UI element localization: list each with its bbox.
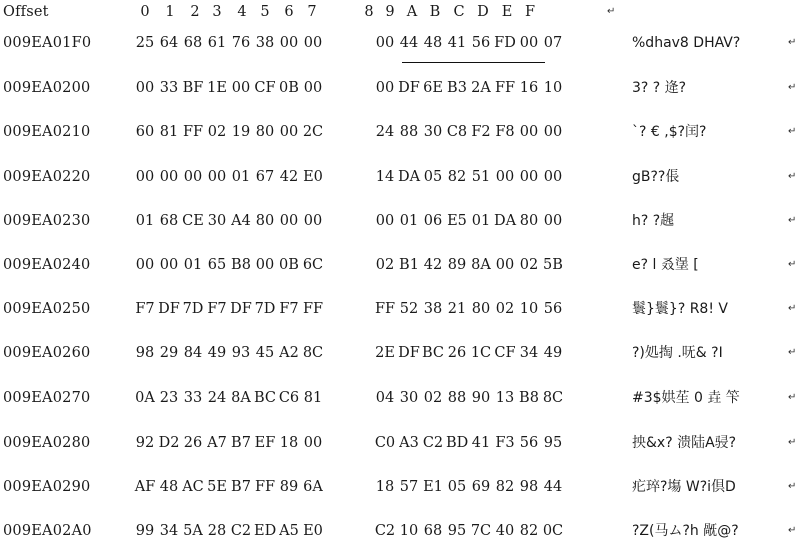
hex-byte[interactable]: 02 [519, 257, 539, 273]
ascii-text: 疕琗?塲 W?i倶D [632, 479, 736, 495]
line-end-mark: ↵ [788, 37, 797, 48]
hex-byte[interactable]: EF [254, 435, 276, 451]
hex-byte[interactable]: 56 [471, 35, 491, 51]
hex-byte[interactable]: 8A [471, 257, 491, 273]
hex-byte[interactable]: 42 [279, 169, 299, 185]
ascii-text: ?Z(马ム?h 旤@? [632, 523, 739, 539]
hex-byte[interactable]: AC [182, 479, 204, 495]
hex-byte[interactable]: 00 [543, 213, 563, 229]
hex-byte[interactable]: 61 [207, 35, 227, 51]
hex-byte[interactable]: 02 [495, 301, 515, 317]
hex-byte[interactable]: F7 [135, 301, 155, 317]
ascii-text: h? ?趘 [632, 213, 675, 229]
column-header-1: 1 [165, 4, 175, 20]
hex-byte[interactable]: 10 [543, 80, 563, 96]
hex-byte[interactable]: D2 [158, 435, 180, 451]
hex-byte[interactable]: 90 [471, 390, 491, 406]
column-header-8: 8 [364, 4, 374, 20]
hex-byte[interactable]: 82 [519, 523, 539, 539]
hex-byte[interactable]: 14 [375, 169, 395, 185]
offset-column-header: Offset [3, 4, 49, 20]
hex-byte[interactable]: 0A [135, 390, 155, 406]
hex-byte[interactable]: 92 [135, 435, 155, 451]
hex-byte[interactable]: 8C [302, 345, 324, 361]
ascii-text: e? l 叒塣 [ [632, 257, 699, 273]
hex-byte[interactable]: 00 [495, 169, 515, 185]
hex-byte[interactable]: 41 [471, 435, 491, 451]
row-offset: 009EA0250 [3, 301, 91, 317]
line-end-mark: ↵ [788, 215, 797, 226]
hex-byte[interactable]: 00 [279, 213, 299, 229]
hex-byte[interactable]: FF [182, 124, 204, 140]
hex-byte[interactable]: 48 [159, 479, 179, 495]
hex-byte[interactable]: 00 [255, 257, 275, 273]
hex-byte[interactable]: 49 [207, 345, 227, 361]
hex-byte[interactable]: 68 [159, 213, 179, 229]
hex-byte[interactable]: 13 [495, 390, 515, 406]
hex-byte[interactable]: 33 [159, 80, 179, 96]
hex-byte[interactable]: 38 [423, 301, 443, 317]
hex-byte[interactable]: 23 [159, 390, 179, 406]
hex-byte[interactable]: 41 [447, 35, 467, 51]
hex-byte[interactable]: E1 [423, 479, 443, 495]
hex-byte[interactable]: 00 [303, 80, 323, 96]
ascii-text: 鬟}鬟}? R8! V [632, 301, 728, 317]
line-end-mark: ↵ [788, 259, 797, 270]
hex-byte[interactable]: 00 [375, 35, 395, 51]
hex-byte[interactable]: 01 [135, 213, 155, 229]
hex-byte[interactable]: 10 [399, 523, 419, 539]
row-offset: 009EA0230 [3, 213, 91, 229]
hex-byte[interactable]: 44 [543, 479, 563, 495]
hex-byte[interactable]: 51 [471, 169, 491, 185]
hex-byte[interactable]: 00 [303, 435, 323, 451]
hex-byte[interactable]: BD [446, 435, 469, 451]
hex-byte[interactable]: 24 [375, 124, 395, 140]
hex-byte[interactable]: 00 [231, 80, 251, 96]
hex-byte[interactable]: BC [422, 345, 445, 361]
hex-byte[interactable]: 34 [519, 345, 539, 361]
hex-byte[interactable]: 34 [159, 523, 179, 539]
hex-byte[interactable]: B1 [399, 257, 419, 273]
hex-byte[interactable]: 38 [255, 35, 275, 51]
hex-byte[interactable]: C8 [446, 124, 468, 140]
hex-byte[interactable]: 57 [399, 479, 419, 495]
row-offset: 009EA0270 [3, 390, 91, 406]
hex-byte[interactable]: B7 [231, 479, 251, 495]
hex-byte[interactable]: A4 [231, 213, 251, 229]
hex-byte[interactable]: 01 [471, 213, 491, 229]
hex-byte[interactable]: 5B [543, 257, 563, 273]
hex-byte[interactable]: 88 [447, 390, 467, 406]
hex-byte[interactable]: 18 [279, 435, 299, 451]
hex-byte[interactable]: C6 [278, 390, 300, 406]
hex-row[interactable] [0, 253, 800, 277]
hex-row[interactable] [0, 475, 800, 499]
line-end-mark: ↵ [607, 6, 616, 17]
hex-byte[interactable]: 18 [375, 479, 395, 495]
column-header-c: C [453, 4, 465, 20]
hex-byte[interactable]: 00 [543, 169, 563, 185]
hex-byte[interactable]: 02 [207, 124, 227, 140]
hex-byte[interactable]: 88 [399, 124, 419, 140]
line-end-mark: ↵ [788, 171, 797, 182]
hex-byte[interactable]: 44 [399, 35, 419, 51]
hex-byte[interactable]: 25 [135, 35, 155, 51]
hex-byte[interactable]: 64 [159, 35, 179, 51]
hex-byte[interactable]: 21 [447, 301, 467, 317]
hex-row[interactable] [0, 120, 800, 144]
hex-byte[interactable]: FF [374, 301, 396, 317]
hex-byte[interactable]: DA [398, 169, 421, 185]
line-end-mark: ↵ [788, 525, 797, 536]
hex-byte[interactable]: 8A [231, 390, 251, 406]
hex-row[interactable] [0, 165, 800, 189]
hex-byte[interactable]: 93 [231, 345, 251, 361]
hex-byte[interactable]: 10 [519, 301, 539, 317]
hex-byte[interactable]: 00 [279, 35, 299, 51]
column-header-5: 5 [260, 4, 270, 20]
hex-byte[interactable]: 16 [519, 80, 539, 96]
line-end-mark: ↵ [788, 392, 797, 403]
hex-row[interactable] [0, 386, 800, 410]
hex-byte[interactable]: 95 [543, 435, 563, 451]
column-header-0: 0 [140, 4, 150, 20]
column-header-b: B [429, 4, 441, 20]
hex-byte[interactable]: 42 [423, 257, 443, 273]
hex-byte[interactable]: 48 [423, 35, 443, 51]
hex-byte[interactable]: DF [398, 80, 420, 96]
row-offset: 009EA0280 [3, 435, 91, 451]
hex-byte[interactable]: 0B [279, 257, 299, 273]
hex-byte[interactable]: 33 [183, 390, 203, 406]
hex-row[interactable] [0, 297, 800, 321]
hex-byte[interactable]: B7 [231, 435, 251, 451]
row-offset: 009EA0260 [3, 345, 91, 361]
hex-byte[interactable]: 05 [423, 169, 443, 185]
hex-byte[interactable]: 7C [470, 523, 492, 539]
ascii-text: #3$娂苼 0 垚 笇 [632, 390, 740, 406]
column-header-9: 9 [385, 4, 395, 20]
hex-byte[interactable]: DA [494, 213, 517, 229]
hex-byte[interactable]: 00 [519, 35, 539, 51]
hex-byte[interactable]: 30 [207, 213, 227, 229]
line-end-mark: ↵ [788, 481, 797, 492]
hex-byte[interactable]: 00 [159, 169, 179, 185]
hex-byte[interactable]: A2 [279, 345, 299, 361]
hex-byte[interactable]: 0B [279, 80, 299, 96]
hex-byte[interactable]: 52 [399, 301, 419, 317]
hex-byte[interactable]: 00 [303, 35, 323, 51]
hex-byte[interactable]: 00 [159, 257, 179, 273]
hex-byte[interactable]: 28 [207, 523, 227, 539]
hex-byte[interactable]: 01 [183, 257, 203, 273]
hex-byte[interactable]: CE [182, 213, 204, 229]
hex-byte[interactable]: 1E [207, 80, 227, 96]
hex-byte[interactable]: BC [254, 390, 277, 406]
hex-byte[interactable]: 00 [375, 80, 395, 96]
column-header-2: 2 [190, 4, 200, 20]
hex-byte[interactable]: 29 [159, 345, 179, 361]
hex-byte[interactable]: 07 [543, 35, 563, 51]
hex-byte[interactable]: 1C [470, 345, 492, 361]
hex-byte[interactable]: 7D [254, 301, 276, 317]
hex-byte[interactable]: 80 [255, 124, 275, 140]
hex-row[interactable] [0, 341, 800, 365]
hex-byte[interactable]: 2C [302, 124, 324, 140]
hex-byte[interactable]: B8 [231, 257, 251, 273]
hex-byte[interactable]: C0 [374, 435, 396, 451]
hex-byte[interactable]: 95 [447, 523, 467, 539]
row-offset: 009EA0290 [3, 479, 91, 495]
hex-byte[interactable]: 24 [207, 390, 227, 406]
hex-byte[interactable]: BF [182, 80, 204, 96]
row-offset: 009EA01F0 [3, 35, 92, 51]
hex-byte[interactable]: 56 [519, 435, 539, 451]
hex-byte[interactable]: C2 [374, 523, 396, 539]
hex-byte[interactable]: E0 [303, 523, 323, 539]
hex-byte[interactable]: 00 [519, 169, 539, 185]
hex-byte[interactable]: 80 [255, 213, 275, 229]
hex-byte[interactable]: 06 [423, 213, 443, 229]
hex-byte[interactable]: 19 [231, 124, 251, 140]
hex-byte[interactable]: F7 [207, 301, 227, 317]
hex-byte[interactable]: 04 [375, 390, 395, 406]
hex-byte[interactable]: F3 [495, 435, 515, 451]
hex-byte[interactable]: 98 [135, 345, 155, 361]
ascii-text: gB??倀 [632, 169, 680, 185]
hex-byte[interactable]: 65 [207, 257, 227, 273]
line-end-mark: ↵ [788, 347, 797, 358]
hex-byte[interactable]: 76 [231, 35, 251, 51]
hex-byte[interactable]: 99 [135, 523, 155, 539]
hex-byte[interactable]: B3 [447, 80, 467, 96]
column-header-e: E [501, 4, 513, 20]
line-end-mark: ↵ [788, 303, 797, 314]
hex-byte[interactable]: 80 [471, 301, 491, 317]
hex-byte[interactable]: C2 [230, 523, 252, 539]
hex-byte[interactable]: 5E [207, 479, 227, 495]
row-offset: 009EA0240 [3, 257, 91, 273]
column-header-f: F [524, 4, 536, 20]
hex-byte[interactable]: FF [254, 479, 276, 495]
ascii-text: 3? ? 逄? [632, 80, 687, 96]
hex-byte[interactable]: 45 [255, 345, 275, 361]
hex-byte[interactable]: 00 [543, 124, 563, 140]
hex-byte[interactable]: A7 [207, 435, 227, 451]
line-end-mark: ↵ [788, 82, 797, 93]
hex-byte[interactable]: 00 [375, 213, 395, 229]
hex-byte[interactable]: 6C [302, 257, 324, 273]
hex-byte[interactable]: 49 [543, 345, 563, 361]
hex-byte[interactable]: F2 [471, 124, 491, 140]
hex-byte[interactable]: 6E [423, 80, 443, 96]
column-header-6: 6 [284, 4, 294, 20]
hex-byte[interactable]: 68 [423, 523, 443, 539]
hex-byte[interactable]: 56 [543, 301, 563, 317]
hex-byte[interactable]: FD [494, 35, 516, 51]
hex-byte[interactable]: 2A [471, 80, 491, 96]
column-header-d: D [477, 4, 489, 20]
hex-byte[interactable]: CF [494, 345, 516, 361]
hex-row[interactable] [0, 31, 800, 55]
hex-byte[interactable]: 69 [471, 479, 491, 495]
dhav-marker-underline [402, 62, 545, 63]
row-offset: 009EA0210 [3, 124, 91, 140]
hex-byte[interactable]: 8C [542, 390, 564, 406]
hex-byte[interactable]: 0C [542, 523, 564, 539]
hex-byte[interactable]: 26 [183, 435, 203, 451]
hex-byte[interactable]: FF [494, 80, 516, 96]
hex-byte[interactable]: DF [398, 345, 420, 361]
hex-byte[interactable]: 60 [135, 124, 155, 140]
hex-row[interactable] [0, 519, 800, 543]
row-offset: 009EA02A0 [3, 523, 92, 539]
row-offset: 009EA0200 [3, 80, 91, 96]
hex-byte[interactable]: 30 [423, 124, 443, 140]
hex-byte[interactable]: 7D [182, 301, 204, 317]
hex-byte[interactable]: 01 [399, 213, 419, 229]
hex-byte[interactable]: E0 [303, 169, 323, 185]
hex-byte[interactable]: 84 [183, 345, 203, 361]
hex-byte[interactable]: 30 [399, 390, 419, 406]
hex-byte[interactable]: 89 [279, 479, 299, 495]
hex-byte[interactable]: 00 [495, 257, 515, 273]
hex-row[interactable] [0, 431, 800, 455]
hex-byte[interactable]: 81 [303, 390, 323, 406]
hex-byte[interactable]: 00 [135, 257, 155, 273]
hex-byte[interactable]: 6A [303, 479, 323, 495]
hex-byte[interactable]: 82 [495, 479, 515, 495]
hex-byte[interactable]: 26 [447, 345, 467, 361]
hex-byte[interactable]: A3 [399, 435, 419, 451]
ascii-text: 抰&ⅹ? 溃陆A骎? [632, 435, 737, 451]
hex-byte[interactable]: 98 [519, 479, 539, 495]
hex-byte[interactable]: 00 [519, 124, 539, 140]
hex-byte[interactable]: 67 [255, 169, 275, 185]
ascii-text: `? € ,$?闰? [632, 124, 707, 140]
hex-byte[interactable]: 68 [183, 35, 203, 51]
hex-byte[interactable]: 00 [303, 213, 323, 229]
column-header-a: A [406, 4, 418, 20]
line-end-mark: ↵ [788, 126, 797, 137]
line-end-mark: ↵ [788, 437, 797, 448]
ascii-text: %dhav8 DHAV? [632, 35, 741, 51]
column-header-row [0, 0, 800, 24]
hex-byte[interactable]: 00 [135, 80, 155, 96]
hex-byte[interactable]: E5 [447, 213, 467, 229]
hex-byte[interactable]: FF [302, 301, 324, 317]
hex-byte[interactable]: C2 [422, 435, 444, 451]
column-header-3: 3 [212, 4, 222, 20]
hex-byte[interactable]: 00 [279, 124, 299, 140]
hex-row[interactable] [0, 76, 800, 100]
hex-byte[interactable]: 00 [207, 169, 227, 185]
hex-byte[interactable]: B8 [519, 390, 539, 406]
hex-byte[interactable]: 01 [231, 169, 251, 185]
hex-byte[interactable]: 02 [423, 390, 443, 406]
hex-byte[interactable]: A5 [279, 523, 299, 539]
hex-byte[interactable]: 02 [375, 257, 395, 273]
hex-byte[interactable]: 2E [375, 345, 395, 361]
hex-byte[interactable]: DF [230, 301, 252, 317]
row-offset: 009EA0220 [3, 169, 91, 185]
hex-byte[interactable]: 89 [447, 257, 467, 273]
hex-byte[interactable]: 00 [183, 169, 203, 185]
hex-byte[interactable]: CF [254, 80, 276, 96]
hex-byte[interactable]: 00 [135, 169, 155, 185]
hex-row[interactable] [0, 209, 800, 233]
column-header-4: 4 [237, 4, 247, 20]
ascii-text: ?)処掏 .呒& ?I [632, 345, 723, 361]
hex-byte[interactable]: F8 [495, 124, 515, 140]
hex-byte[interactable]: 5A [183, 523, 203, 539]
hex-byte[interactable]: 05 [447, 479, 467, 495]
hex-byte[interactable]: F7 [279, 301, 299, 317]
hex-byte[interactable]: 82 [447, 169, 467, 185]
hex-byte[interactable]: ED [254, 523, 277, 539]
hex-byte[interactable]: DF [158, 301, 180, 317]
column-header-7: 7 [307, 4, 317, 20]
hex-byte[interactable]: AF [134, 479, 156, 495]
hex-byte[interactable]: 81 [159, 124, 179, 140]
hex-byte[interactable]: 80 [519, 213, 539, 229]
hex-byte[interactable]: 40 [495, 523, 515, 539]
